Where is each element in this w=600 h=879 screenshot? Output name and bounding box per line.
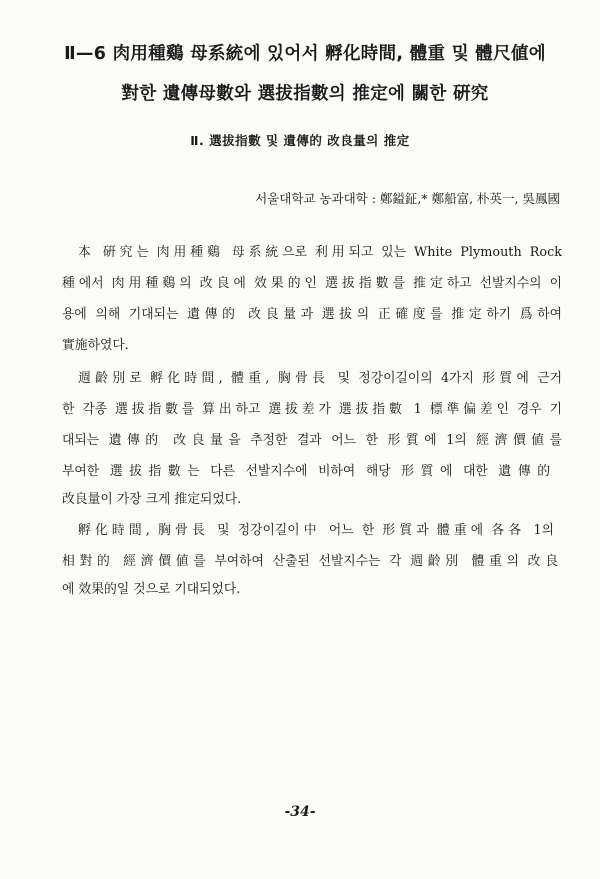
authors-affiliation: 서울대학교 농과대학 : 鄭鎰鉦,* 鄭船富, 朴英一, 吳鳳國 bbox=[255, 191, 560, 206]
body-line-12: 에 效果的일 것으로 기대되었다. bbox=[62, 582, 241, 597]
body-line-2: 種에서 肉用種鷄의 改良에 效果的인 選拔指數를 推定하고 선발지수의 이 bbox=[62, 276, 562, 291]
title-line-2: 對한 遺傳母數와 選拔指數의 推定에 關한 硏究 bbox=[121, 84, 489, 104]
body-line-8: 부여한 選拔指數는 다른 선발지수에 비하여 해당 形質에 대한 遺傳的 bbox=[62, 464, 550, 479]
body-line-5: 週齡別로 孵化時間, 體重, 胸骨長 및 정강이길이의 4가지 形質에 근거 bbox=[78, 371, 562, 386]
body-line-10: 孵化時間, 胸骨長 및 정강이길이中 어느 한 形質과 體重에 各各 1의 bbox=[78, 523, 554, 538]
body-line-11: 相對的 經濟價値를 부여하여 산출된 선발지수는 각 週齡別 體重의 改良 bbox=[62, 554, 558, 569]
page-number: -34- bbox=[284, 804, 316, 820]
body-line-9: 改良量이 가장 크게 推定되었다. bbox=[62, 492, 242, 507]
body-line-6: 한 각종 選拔指數를 算出하고 選拔差가 選拔指數 1 標準偏差인 경우 기 bbox=[62, 402, 562, 417]
subtitle: Ⅱ. 選拔指數 및 遺傳的 改良量의 推定 bbox=[190, 133, 410, 148]
title-line-1: Ⅱ—6 肉用種鷄 母系統에 있어서 孵化時間, 體重 및 體尺値에 bbox=[64, 44, 546, 64]
body-line-3: 용에 의해 기대되는 遺傳的 改良量과 選拔의 正確度를 推定하기 爲하여 bbox=[62, 307, 562, 322]
body-line-7: 대되는 遺傳的 改良量을 추정한 결과 어느 한 形質에 1의 經濟價値를 bbox=[62, 433, 562, 448]
body-line-4: 實施하였다. bbox=[62, 338, 129, 353]
body-line-1: 本 硏究는 肉用種鷄 母系統으로 利用되고 있는 White Plymouth Rock bbox=[78, 245, 562, 260]
